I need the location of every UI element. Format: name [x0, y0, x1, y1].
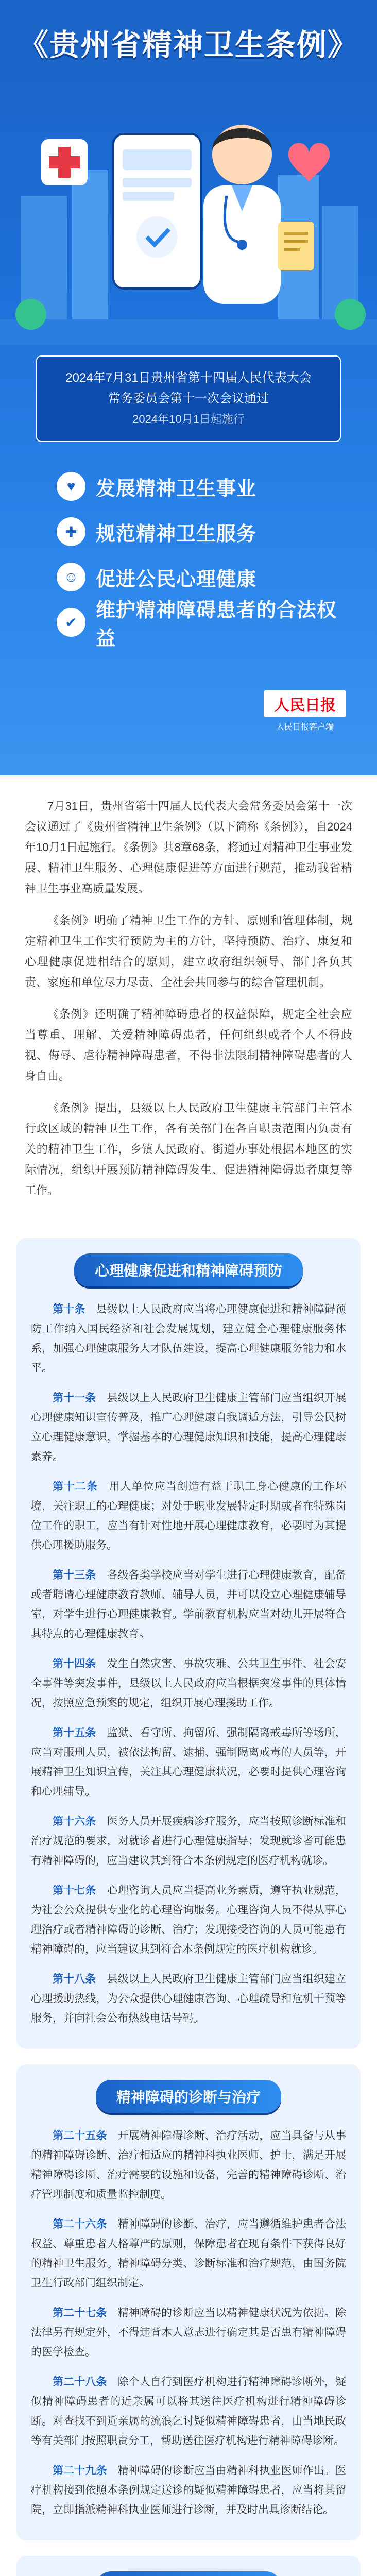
hero-goal-list	[57, 464, 345, 650]
article-paragraph	[31, 1881, 346, 1959]
article-number: 第十一条	[53, 1392, 96, 1404]
law-section	[16, 2064, 361, 2540]
section-title: 精神障碍的诊断与治疗	[96, 2080, 281, 2113]
article-text: 县级以上人民政府应当将心理健康促进和精神障碍预防工作纳入国民经济和社会发展规划，建立健全心理健康服务体系，加强心理健康服务人才队伍建设，提高心理健康服务能力和水平。	[31, 1303, 347, 1374]
article-paragraph	[31, 1723, 346, 1802]
article-paragraph	[31, 1566, 346, 1644]
publisher-logo	[264, 690, 346, 732]
article-text: 心理咨询人员应当提高业务素质，遵守执业规范，为社会公众提供专业化的心理咨询服务。心理咨询人员不得从事心理治疗或者精神障碍的诊断、治疗；发现接受咨询的人员可能患有精神障碍的，应当建议其到符合本条例规定的医疗机构就诊。	[31, 1885, 347, 1955]
smile-icon: ☺	[57, 563, 85, 591]
hero-goal-item	[57, 464, 345, 509]
article-number: 第十五条	[53, 1727, 96, 1739]
article-number: 第十八条	[53, 1973, 96, 1985]
hero-goal-item	[57, 554, 345, 600]
article-text: 监狱、看守所、拘留所、强制隔离戒毒所等场所，应当对服刑人员，被依法拘留、逮捕、强制隔离戒毒的人员等，开展精神卫生知识宣传，关注其心理健康状况，必要时提供心理咨询和心理辅导。	[31, 1727, 347, 1798]
sections-container	[0, 1238, 377, 2576]
article-paragraph	[31, 1300, 346, 1378]
article-paragraph	[31, 1477, 346, 1555]
section-heading	[31, 1253, 346, 1286]
intro-paragraph: 7月31日，贵州省第十四届人民代表大会常务委员会第十一次会议通过了《贵州省精神卫生条例》（以下简称《条例》），自2024年10月1日起施行。《条例》共8章68条，将通过对精神卫生事业发展、精神卫生服务、心理健康促进等方面进行规范，推动我省精神卫生事业高质量发展。	[25, 800, 352, 895]
article-number: 第十二条	[53, 1481, 98, 1493]
hero-goal-item	[57, 509, 345, 554]
heart-icon: ♥	[57, 472, 85, 501]
article-number: 第二十七条	[53, 2307, 107, 2319]
article-number: 第十四条	[53, 1658, 96, 1670]
intro-text	[0, 775, 377, 1223]
hero-title: 《贵州省精神卫生条例》	[18, 27, 358, 62]
publisher-logo-sub: 人民日报客户端	[276, 723, 334, 732]
section-heading	[31, 2571, 346, 2576]
law-section	[16, 1238, 361, 2049]
intro-paragraph: 《条例》还明确了精神障碍患者的权益保障，规定全社会应当尊重、理解、关爱精神障碍患者，任何组织或者个人不得歧视、侮辱、虐待精神障碍患者，不得非法限制精神障碍患者的人身自由。	[25, 1008, 352, 1082]
section-heading	[31, 2080, 346, 2113]
hero-banner	[36, 355, 341, 442]
article-text: 精神障碍的诊断应当由精神科执业医师作出。医疗机构接到依照本条例规定送诊的疑似精神障碍患者，应当将其留院，立即指派精神科执业医师进行诊断，并及时出具诊断结论。	[31, 2465, 346, 2516]
article-text: 除个人自行到医疗机构进行精神障碍诊断外，疑似精神障碍患者的近亲属可以将其送往医疗机构进行精神障碍诊断。对查找不到近亲属的流浪乞讨疑似精神障碍患者，由当地民政等有关部门按照职责分工，帮助送往医疗机构进行精神障碍诊断。	[31, 2376, 346, 2447]
section-title	[96, 2571, 281, 2576]
law-section	[16, 2556, 361, 2576]
article-text: 县级以上人民政府卫生健康主管部门应当组织建立心理援助热线，为公众提供心理健康咨询、心理疏导和危机干预等服务，并向社会公布热线电话号码。	[31, 1973, 347, 2024]
article-paragraph	[31, 2461, 346, 2520]
banner-date: 2024年10月1日起施行	[132, 413, 245, 426]
hero-goal-label: 维护精神障碍患者的合法权益	[96, 600, 337, 650]
doctor-illustration	[0, 77, 377, 345]
article-number: 第二十九条	[53, 2465, 107, 2477]
article-text: 精神障碍的诊断应当以精神健康状况为依据。除法律另有规定外，不得违背本人意志进行确定其是否患有精神障碍的医学检查。	[31, 2307, 346, 2358]
article-text: 医务人员开展疾病诊疗服务，应当按照诊断标准和治疗规范的要求，对就诊者进行心理健康指导；发现就诊者可能患有精神障碍的，应当建议其到符合本条例规定的医疗机构就诊。	[31, 1816, 347, 1867]
banner-line: 常务委员会第十一次会议通过	[108, 392, 269, 405]
intro-paragraph: 《条例》提出，县级以上人民政府卫生健康主管部门主管本行政区域的精神卫生工作，各有关部门在各自职责范围内负责有关的精神卫生工作，乡镇人民政府、街道办事处根据本地区的实际情况，组织开展预防精神障碍发生、促进精神障碍患者康复等工作。	[25, 1101, 352, 1197]
article-paragraph	[31, 2303, 346, 2362]
article-number: 第二十八条	[53, 2376, 107, 2388]
article-paragraph	[31, 1388, 346, 1467]
article-text: 用人单位应当创造有益于职工身心健康的工作环境，关注职工的心理健康；对处于职业发展特定时期或者在特殊岗位工作的职工，应当有针对性地开展心理健康教育，必要时为其提供心理援助服务。	[31, 1481, 347, 1551]
hero-goal-label: 促进公民心理健康	[96, 568, 257, 590]
section-title: 心理健康促进和精神障碍预防	[74, 1253, 303, 1286]
article-paragraph	[31, 1654, 346, 1713]
publisher-logo-name: 人民日报	[264, 690, 346, 717]
article-number: 第十七条	[53, 1885, 96, 1896]
medical-icon: ✚	[57, 517, 85, 546]
article-text: 精神障碍的诊断、治疗，应当遵循维护患者合法权益、尊重患者人格尊严的原则，保障患者在现有条件下获得良好的精神卫生服务。精神障碍分类、诊断标准和治疗规范，由国务院卫生行政部门组织制定。	[31, 2218, 346, 2289]
article-text: 各级各类学校应当对学生进行心理健康教育，配备或者聘请心理健康教育教师、辅导人员，并可以设立心理健康辅导室，对学生进行心理健康教育。学前教育机构应当对幼儿开展符合其特点的心理健康教育。	[31, 1569, 347, 1640]
article-paragraph	[31, 2372, 346, 2451]
article-number: 第二十五条	[53, 2130, 107, 2142]
hero-goal-label: 发展精神卫生事业	[96, 478, 257, 500]
article-paragraph	[31, 1970, 346, 2028]
article-paragraph	[31, 1812, 346, 1871]
banner-line: 2024年7月31日贵州省第十四届人民代表大会	[65, 371, 312, 385]
article-text: 县级以上人民政府卫生健康主管部门应当组织开展心理健康知识宣传普及，推广心理健康自我调适方法，引导公民树立心理健康意识，掌握基本的心理健康知识和技能，提高心理健康素养。	[31, 1392, 347, 1463]
article-paragraph	[31, 2215, 346, 2293]
article-number: 第十条	[53, 1303, 85, 1315]
intro-paragraph: 《条例》明确了精神卫生工作的方针、原则和管理体制，规定精神卫生工作实行预防为主的方针，坚持预防、治疗、康复和心理健康促进相结合的原则，建立政府组织领导、部门各负其责、家庭和单位尽力尽责、全社会共同参与的综合管理机制。	[25, 914, 352, 989]
article-text: 开展精神障碍诊断、治疗活动，应当具备与从事的精神障碍诊断、治疗相适应的精神科执业医师、护士，满足开展精神障碍诊断、治疗需要的设施和设备，完善的精神障碍诊断、治疗管理制度和质量监控制度。	[31, 2130, 346, 2200]
article-text: 发生自然灾害、事故灾难、公共卫生事件、社会安全事件等突发事件，县级以上人民政府应当根据突发事件的具体情况，按照应急预案的规定，组织开展心理援助工作。	[31, 1658, 347, 1709]
shield-icon: ✔	[57, 608, 85, 637]
hero-goal-item	[57, 600, 345, 650]
article-paragraph	[31, 2126, 346, 2205]
article-number: 第二十六条	[53, 2218, 107, 2230]
article-number: 第十三条	[53, 1569, 96, 1581]
hero-poster	[0, 0, 377, 775]
article-number: 第十六条	[53, 1816, 96, 1827]
hero-goal-label: 规范精神卫生服务	[96, 523, 257, 545]
